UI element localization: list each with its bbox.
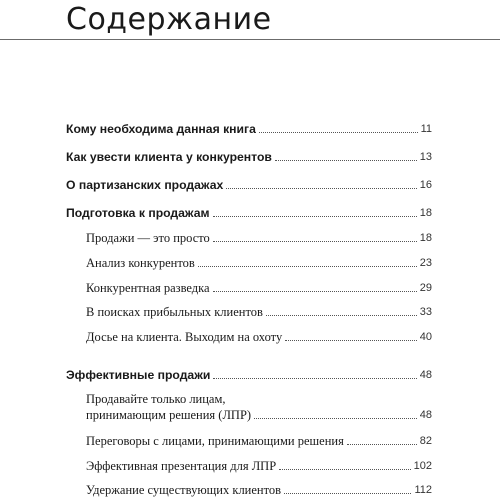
toc-leader-dots bbox=[285, 340, 417, 341]
toc-subentry[interactable] bbox=[86, 304, 432, 320]
toc-entry-title: Досье на клиента. Выходим на охоту bbox=[86, 330, 283, 344]
toc-leader-dots bbox=[226, 188, 416, 189]
toc-entry-page: 18 bbox=[419, 232, 432, 244]
toc-entry-page: 11 bbox=[420, 123, 432, 135]
toc-entry-page: 33 bbox=[419, 306, 432, 318]
toc-entry-title-line: Продавайте только лицам, bbox=[86, 392, 226, 406]
toc-entry-page: 16 bbox=[419, 179, 432, 191]
toc-entry-title: Эффективные продажи bbox=[66, 368, 211, 382]
toc-leader-dots bbox=[213, 378, 416, 379]
toc-entry-title-line: принимающим решения (ЛПР) bbox=[86, 408, 252, 422]
toc-entry-title: Эффективная презентация для ЛПР bbox=[86, 459, 277, 473]
toc-leader-dots bbox=[284, 493, 411, 494]
toc-entry-title: Как увести клиента у конкурентов bbox=[66, 150, 272, 164]
toc-entry-title: Удержание существующих клиентов bbox=[86, 483, 282, 497]
toc-leader-dots bbox=[266, 315, 417, 316]
toc-entry-page: 48 bbox=[419, 369, 432, 381]
toc-leader-dots bbox=[213, 241, 417, 242]
title-divider bbox=[0, 39, 500, 40]
toc-subentry[interactable] bbox=[86, 433, 432, 449]
toc-entry-page: 82 bbox=[419, 435, 432, 447]
toc-entry-page: 102 bbox=[413, 460, 432, 472]
toc-leader-dots bbox=[259, 132, 418, 133]
toc-subentry[interactable] bbox=[86, 255, 432, 271]
toc-entry-page: 112 bbox=[414, 484, 432, 496]
toc-entry-title: Анализ конкурентов bbox=[86, 256, 195, 270]
toc-entry-title: Переговоры с лицами, принимающими решения bbox=[86, 434, 344, 448]
toc-subentry[interactable] bbox=[86, 329, 432, 345]
toc-entry-page: 29 bbox=[419, 282, 432, 294]
toc-subentry[interactable] bbox=[86, 482, 432, 498]
toc-leader-dots bbox=[213, 216, 417, 217]
toc-entry-title: Конкурентная разведка bbox=[86, 281, 210, 295]
toc-entry-title: В поисках прибыльных клиентов bbox=[86, 305, 263, 319]
toc-entry[interactable] bbox=[66, 149, 432, 165]
toc-leader-dots bbox=[198, 266, 417, 267]
toc-leader-dots bbox=[254, 418, 417, 419]
toc-subentry[interactable] bbox=[86, 280, 432, 296]
toc-leader-dots bbox=[213, 291, 417, 292]
toc-entry[interactable] bbox=[66, 205, 432, 221]
toc-entry-title: Продажи — это просто bbox=[86, 231, 210, 245]
toc-entry[interactable] bbox=[66, 367, 432, 383]
toc-subentry[interactable] bbox=[86, 458, 432, 474]
toc-entry-title: Подготовка к продажам bbox=[66, 206, 210, 220]
toc-entry-title: О партизанских продажах bbox=[66, 178, 224, 192]
toc-entry-page: 40 bbox=[419, 331, 432, 343]
toc-entry-page: 23 bbox=[419, 257, 432, 269]
toc-leader-dots bbox=[347, 444, 417, 445]
page-title: Содержание bbox=[66, 2, 272, 37]
toc-entry-page: 18 bbox=[419, 207, 432, 219]
toc-entry-page: 48 bbox=[419, 409, 432, 421]
toc-entry[interactable] bbox=[66, 177, 432, 193]
toc-leader-dots bbox=[279, 469, 410, 470]
toc-entry-title: Кому необходима данная книга bbox=[66, 122, 256, 136]
toc-subentry[interactable] bbox=[86, 391, 432, 423]
toc-entry[interactable] bbox=[66, 121, 432, 137]
toc-entry-title bbox=[86, 391, 251, 423]
toc-leader-dots bbox=[275, 160, 417, 161]
toc-entry-page: 13 bbox=[419, 151, 432, 163]
toc-subentry[interactable] bbox=[86, 230, 432, 246]
